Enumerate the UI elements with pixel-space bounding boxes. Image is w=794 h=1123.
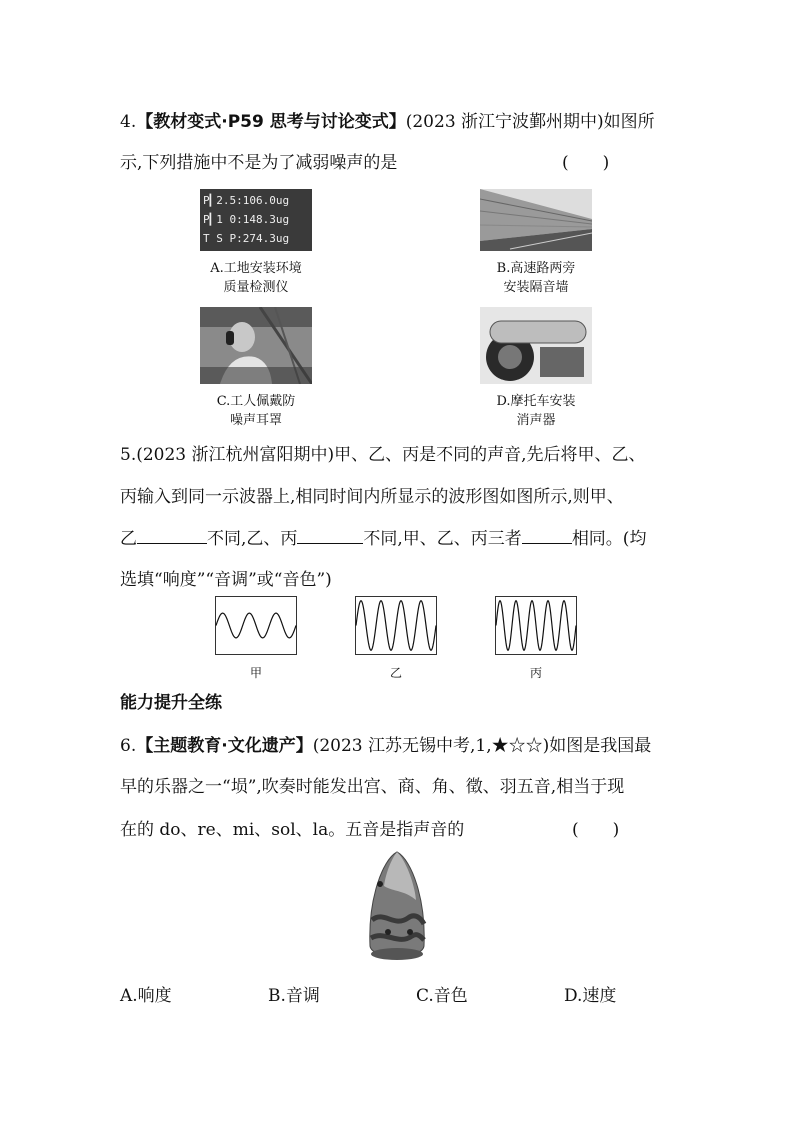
q5-blank-3[interactable] [522,529,572,544]
q4-number: 4. [120,112,137,132]
waveform-label-yi: 乙 [389,666,402,680]
xun-instrument-image [364,850,430,964]
q5-line1: 5.(2023 浙江杭州富阳期中)甲、乙、丙是不同的声音,先后将甲、乙、 [120,445,646,465]
q4-text1: 如图所 [603,112,655,132]
q4-option-b-line2: 安装隔音墙 [503,280,569,295]
q6-line3: 在的 do、re、mi、sol、la。五音是指声音的 [120,820,465,840]
q5-line2: 丙输入到同一示波器上,相同时间内所显示的波形图如图所示,则甲、 [120,487,624,507]
q5-text-d: 相同。(均 [571,529,647,549]
q5-text-a: 乙 [120,529,137,549]
photo-motorcycle-muffler [480,307,592,384]
q4-option-d-line1: D.摩托车安装 [496,394,576,409]
q6-option-c[interactable]: C.音色 [416,986,468,1006]
q4-option-b [466,259,606,297]
q4-option-d [466,392,606,430]
waveform-label-bing: 丙 [529,666,542,680]
waveform-yi [355,596,437,656]
q6-option-b[interactable]: B.音调 [268,986,320,1006]
q6-rest1: (2023 江苏无锡中考,1,★☆☆)如图是我国最 [312,736,652,756]
q6-answer-paren: ( ) [572,820,620,840]
q4-line2: 示,下列措施中不是为了减弱噪声的是 [120,153,398,173]
waveform-jia [215,596,297,656]
display-line-3: T S P:274.3ug [203,232,290,245]
q5-line4: 选填“响度”“音调”或“音色”) [120,570,332,590]
q4-source: (2023 浙江宁波鄞州期中) [405,112,604,132]
q6-option-d[interactable]: D.速度 [564,986,617,1006]
q4-option-a-line1: A.工地安装环境 [210,261,302,276]
q4-tag: 【教材变式·P59 思考与讨论变式】 [136,112,406,132]
q5-blank-2[interactable] [297,529,363,544]
q6-line1 [120,731,651,756]
q6-option-a[interactable]: A.响度 [120,986,172,1006]
q5-text-c: 不同,甲、乙、丙三者 [363,529,522,549]
q4-option-d-line2: 消声器 [516,413,556,428]
q4-line1 [120,107,655,132]
photo-air-quality-monitor [200,189,312,251]
waveform-bing [495,596,577,656]
q5-blank-1[interactable] [137,529,207,544]
q6-number: 6. [120,736,137,756]
q5-text-b: 不同,乙、丙 [207,529,298,549]
section-title: 能力提升全练 [120,693,222,713]
q4-answer-paren: ( ) [562,153,610,173]
q4-option-c [186,392,326,430]
waveform-yi-curve [356,601,436,651]
waveform-label-jia: 甲 [249,666,262,680]
q4-option-c-line1: C.工人佩戴防 [216,394,296,409]
q6-line2: 早的乐器之一“埙”,吹奏时能发出宫、商、角、徵、羽五音,相当于现 [120,777,625,797]
photo-highway-sound-barrier [480,189,592,251]
waveform-bing-curve [496,601,576,651]
display-line-1: P▎2.5:106.0ug [203,194,290,207]
q4-option-a [186,259,326,297]
q4-option-b-line1: B.高速路两旁 [496,261,576,276]
q4-option-c-line2: 噪声耳罩 [229,413,282,428]
q6-tag: 【主题教育·文化遗产】 [136,736,313,756]
display-line-2: P▎1 0:148.3ug [203,213,290,226]
photo-worker-earmuffs [200,307,312,384]
q5-line3 [120,524,646,549]
q4-option-a-line2: 质量检测仪 [223,280,289,295]
waveform-jia-curve [216,613,296,638]
